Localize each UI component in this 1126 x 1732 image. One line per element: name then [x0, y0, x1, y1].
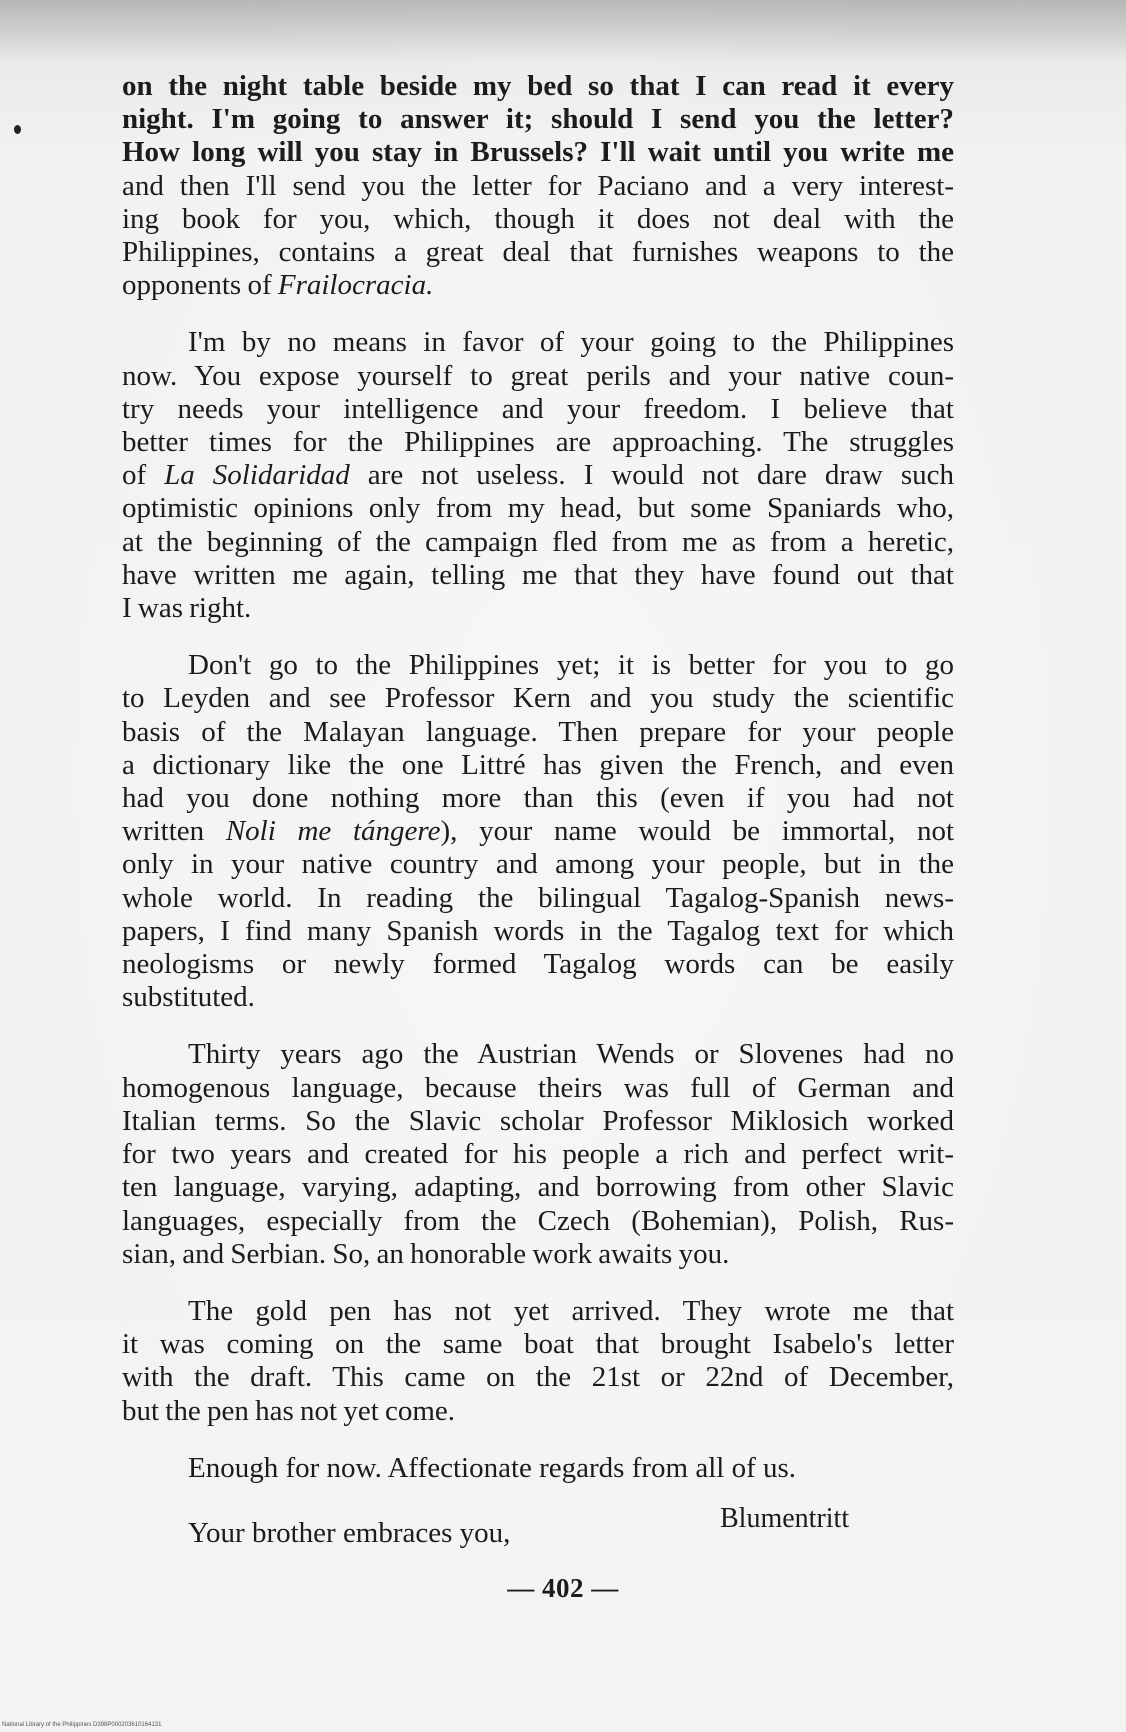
text-line: with the draft. This came on the 21st or 22nd of December, — [122, 1361, 954, 1394]
text-line: only in your native country and among your people, but in the — [122, 848, 954, 881]
italic-title: Noli me tángere — [225, 815, 441, 848]
text-line: but the pen has not yet come. — [122, 1394, 456, 1427]
text-line: neologisms or newly formed Tagalog words can be easily — [122, 948, 954, 981]
text-line: at the beginning of the campaign fled from me as from a heretic, — [122, 525, 954, 558]
text-line: have written me again, telling me that they have found out that — [122, 558, 954, 591]
text-line: night. I'm going to answer it; should I send you the letter? — [122, 103, 954, 136]
text-line: it was coming on the same boat that brought Isabelo's letter — [122, 1328, 954, 1361]
text-line: to Leyden and see Professor Kern and you study the scientific — [122, 682, 954, 715]
text-line: on the night table beside my bed so that I can read it every — [122, 70, 954, 102]
top-shadow — [0, 0, 1126, 60]
text-line: Philippines, contains a great deal that furnishes weapons to the — [122, 236, 954, 269]
text-line: homogenous language, because theirs was full of German and — [122, 1071, 954, 1104]
valediction: Your brother embraces you, — [188, 1516, 511, 1549]
text-line — [122, 815, 954, 848]
text-line: The gold pen has not yet arrived. They wrote me that — [188, 1294, 954, 1327]
paragraph-3 — [122, 649, 954, 1014]
text-line: whole world. In reading the bilingual Tagalog-Spanish news- — [122, 881, 954, 914]
text-line: for two years and created for his people a rich and perfect writ- — [122, 1138, 954, 1171]
text-line: languages, especially from the Czech (Bohemian), Polish, Rus- — [122, 1204, 954, 1237]
page-number: — 402 — — [507, 1573, 619, 1603]
text-fragment: ), your name would be immortal, not — [440, 815, 955, 848]
text-line: a dictionary like the one Littré has given the French, and even — [122, 748, 954, 781]
text-line: ten language, varying, adapting, and borrowing from other Slavic — [122, 1171, 954, 1204]
italic-term: La Solidaridad — [164, 459, 350, 492]
closing-line: Enough for now. Affectionate regards from all of us. — [188, 1451, 797, 1484]
text-line: ing book for you, which, though it does not deal with the — [122, 202, 954, 235]
text-fragment: opponents of — [122, 269, 278, 302]
text-line: try needs your intelligence and your freedom. I believe that — [122, 392, 954, 425]
text-line: How long will you stay in Brussels? I'll wait until you write me — [122, 136, 954, 169]
paragraph-1 — [122, 70, 954, 302]
text-fragment: of — [122, 459, 165, 492]
text-line — [122, 459, 954, 492]
text-line: papers, I find many Spanish words in the Tagalog text for which — [122, 914, 954, 947]
footer-note: National Library of the Philippines D398P000203610164131 — [2, 1722, 162, 1728]
text-line: I'm by no means in favor of your going to the Philippines — [188, 326, 954, 359]
text-line: basis of the Malayan language. Then prepare for your people — [122, 715, 954, 748]
text-line: better times for the Philippines are approaching. The struggles — [122, 426, 954, 459]
text-line — [122, 269, 954, 302]
text-line: sian, and Serbian. So, an honorable work awaits you. — [122, 1237, 730, 1270]
text-line: now. You expose yourself to great perils and your native coun- — [122, 359, 954, 392]
paragraph-4 — [122, 1038, 954, 1270]
text-line: Thirty years ago the Austrian Wends or Slovenes had no — [188, 1038, 954, 1071]
text-line: and then I'll send you the letter for Paciano and a very interest- — [122, 169, 954, 202]
text-line: Italian terms. So the Slavic scholar Professor Miklosich worked — [122, 1104, 954, 1137]
italic-term: Frailocracia. — [277, 269, 434, 302]
paragraph-2 — [122, 326, 954, 625]
paragraph-5 — [122, 1295, 954, 1428]
text-line: Don't go to the Philippines yet; it is better for you to go — [188, 649, 954, 682]
text-line: had you done nothing more than this (even if you had not — [122, 782, 954, 815]
letter-body — [122, 70, 954, 1582]
signature: Blumentritt — [720, 1503, 850, 1534]
text-fragment: written — [122, 815, 226, 848]
text-line: I was right. — [122, 592, 252, 625]
margin-dot — [14, 125, 21, 134]
text-fragment: are not useless. I would not dare draw such — [349, 459, 954, 492]
text-line: optimistic opinions only from my head, but some Spaniards who, — [122, 492, 954, 525]
text-line: substituted. — [122, 981, 255, 1014]
